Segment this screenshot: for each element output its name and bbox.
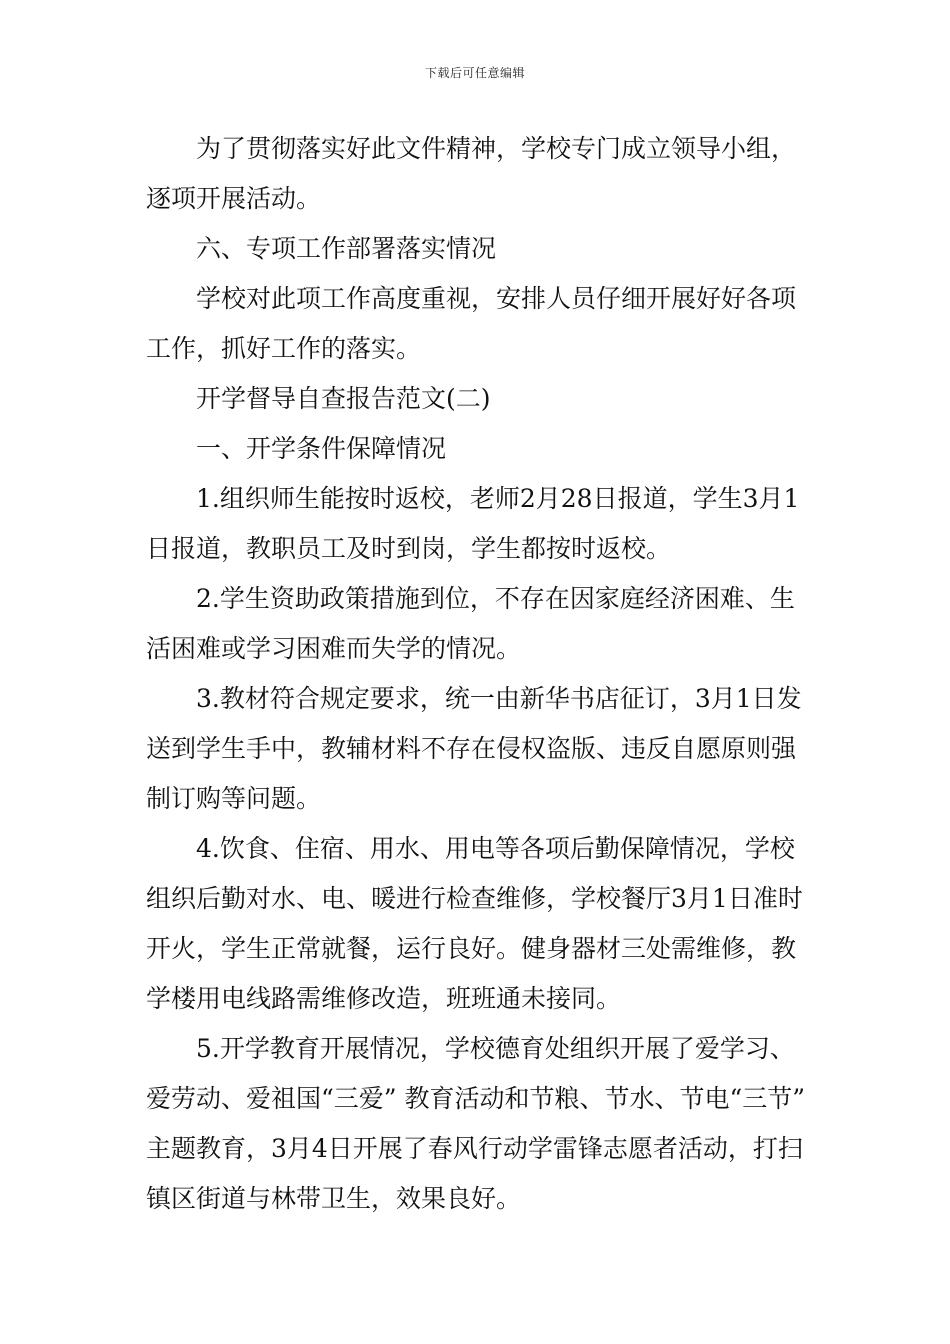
section-heading-6: 六、专项工作部署落实情况 xyxy=(196,234,497,263)
list-item-3: 3.教材符合规定要求，统一由新华书店征订，3月1日发送到学生手中，教辅材料不存在侵权盗版、违反自愿原则强制订购等问题。 xyxy=(146,684,802,813)
list-item-4: 4.饮食、住宿、用水、用电等各项后勤保障情况，学校组织后勤对水、电、暖进行检查维修，学校餐厅3月1日准时开火，学生正常就餐，运行良好。健身器材三处需维修，教学楼用电线路需维修改造，班班通未接同。 xyxy=(146,834,803,1013)
list-item-2: 2.学生资助政策措施到位，不存在因家庭经济困难、生活困难或学习困难而失学的情况。 xyxy=(146,584,795,663)
paragraph-1: 为了贯彻落实好此文件精神，学校专门成立领导小组，逐项开展活动。 xyxy=(146,134,797,213)
page-header: 下载后可任意编辑 xyxy=(424,66,525,80)
document-subtitle: 开学督导自查报告范文(二) xyxy=(196,384,491,413)
list-item-5: 5.开学教育开展情况，学校德育处组织开展了爱学习、爱劳动、爱祖国“三爱” 教育活动和节粮、节水、节电“三节” 主题教育，3月4日开展了春风行动学雷锋志愿者活动，打扫镇区街道与林带卫生，效果良好。 xyxy=(146,1034,806,1213)
section-heading-1: 一、开学条件保障情况 xyxy=(196,434,447,463)
paragraph-2: 学校对此项工作高度重视，安排人员仔细开展好好各项工作，抓好工作的落实。 xyxy=(146,284,797,363)
list-item-1: 1.组织师生能按时返校，老师2月28日报道，学生3月1日报道，教职员工及时到岗，学生都按时返校。 xyxy=(146,484,800,563)
document-body xyxy=(146,124,811,1224)
